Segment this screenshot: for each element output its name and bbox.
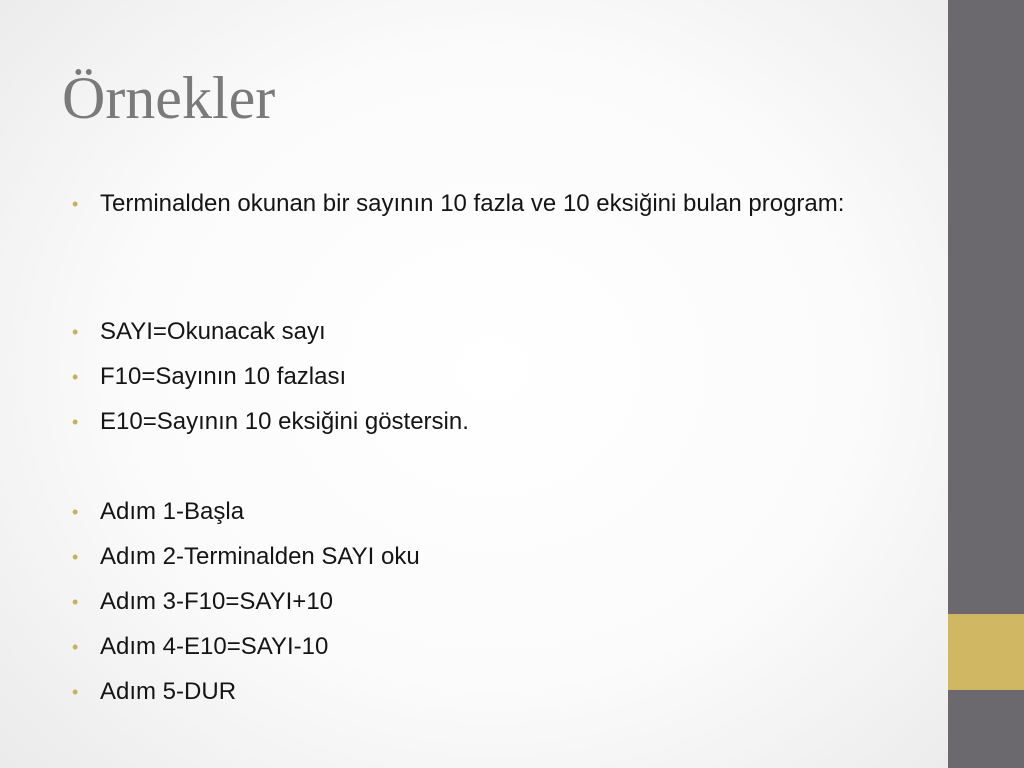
bullet-dot-icon: • — [72, 637, 79, 657]
bullet-text: SAYI=Okunacak sayı — [100, 318, 326, 345]
bullet-text: Adım 2-Terminalden SAYI oku — [100, 543, 420, 570]
bullet-item — [72, 359, 892, 395]
bullet-dot-icon: • — [72, 194, 79, 214]
bullet-item — [72, 674, 892, 710]
bullet-text: F10=Sayının 10 fazlası — [100, 363, 347, 390]
bullet-dot-icon: • — [72, 592, 79, 612]
bullet-dot-icon: • — [72, 322, 79, 342]
bullet-dot-icon: • — [72, 682, 79, 702]
bullet-item — [72, 629, 892, 665]
bullet-item — [72, 404, 892, 440]
bullet-text: Adım 4-E10=SAYI-10 — [100, 633, 329, 660]
side-accent-block — [948, 614, 1024, 690]
bullet-item — [72, 314, 892, 350]
bullet-text: E10=Sayının 10 eksiğini göstersin. — [100, 408, 469, 435]
slide-title: Örnekler — [62, 65, 276, 131]
bullet-text: Adım 1-Başla — [100, 498, 245, 525]
bullet-item — [72, 584, 892, 620]
bullet-dot-icon: • — [72, 502, 79, 522]
bullet-text: Adım 5-DUR — [100, 678, 237, 705]
bullet-item — [72, 539, 892, 575]
bullet-item — [72, 494, 892, 530]
bullet-item — [72, 186, 892, 222]
bullet-dot-icon: • — [72, 547, 79, 567]
bullet-dot-icon: • — [72, 367, 79, 387]
bullet-text: Adım 3-F10=SAYI+10 — [100, 588, 334, 615]
bullet-text: Terminalden okunan bir sayının 10 fazla ve 10 eksiğini bulan program: — [100, 190, 845, 217]
bullet-dot-icon: • — [72, 412, 79, 432]
